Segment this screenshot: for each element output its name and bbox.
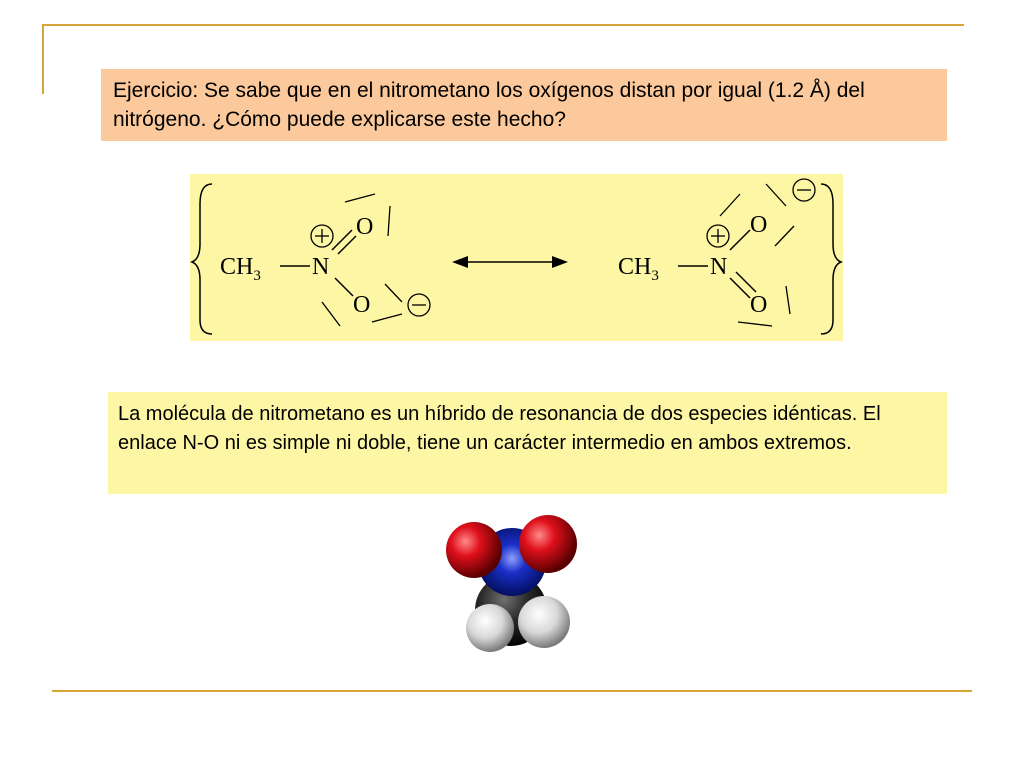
- negative-charge-icon-1: [408, 294, 430, 316]
- bottom-decorative-line: [52, 690, 972, 692]
- explanation-box: [108, 392, 947, 494]
- lone-pair-2e: [786, 286, 790, 314]
- resonance-structure-2: [618, 179, 815, 326]
- negative-charge-icon-2: [793, 179, 815, 201]
- left-brace: [192, 184, 212, 334]
- oxygen-lower-2: O: [750, 292, 768, 318]
- hydrogen-atom-right: [518, 596, 570, 648]
- lone-pair-2b: [766, 184, 786, 206]
- nitrogen-atom-1: N: [312, 254, 330, 280]
- hydrogen-atom-left: [466, 604, 514, 652]
- n-o-double-bond-1b: [338, 236, 356, 254]
- lone-pair-1a: [345, 194, 375, 202]
- right-brace: [821, 184, 841, 334]
- exercise-question-text: Ejercicio: Se sabe que en el nitrometano los oxígenos distan por igual (1.2 Å) del nitrógeno. ¿Cómo puede explicarse este hecho?: [113, 79, 865, 131]
- lone-pair-1d: [372, 314, 402, 322]
- positive-charge-icon-2: [707, 225, 729, 247]
- lone-pair-2c: [775, 226, 794, 246]
- oxygen-atom-left: [446, 522, 502, 578]
- oxygen-upper-2: O: [750, 212, 768, 238]
- methyl-group-1: $CH_3$: [220, 254, 261, 284]
- resonance-structure-1: [220, 194, 430, 326]
- n-o-double-bond-2b: [736, 272, 756, 292]
- positive-charge-icon-1: [311, 225, 333, 247]
- lone-pair-1c: [322, 302, 340, 326]
- explanation-text: La molécula de nitrometano es un híbrido de resonancia de dos especies idénticas. El enlace N-O ni es simple ni doble, tiene un carácter intermedio en ambos extremos.: [118, 403, 881, 454]
- exercise-question-box: [101, 69, 947, 141]
- resonance-structures-diagram: [190, 174, 843, 341]
- n-o-single-bond-2: [730, 230, 750, 250]
- lone-pair-1e: [385, 284, 402, 302]
- lone-pair-1b: [388, 206, 390, 236]
- space-filling-model-image: [408, 510, 616, 675]
- oxygen-upper-1: O: [356, 214, 374, 240]
- resonance-structures-svg: [190, 174, 843, 341]
- lone-pair-2a: [720, 194, 740, 216]
- n-o-single-bond-1: [335, 278, 353, 296]
- nitrogen-atom-2: N: [710, 254, 728, 280]
- methyl-group-2: $CH_3$: [618, 254, 659, 284]
- oxygen-atom-right: [519, 515, 577, 573]
- left-decorative-line: [42, 24, 44, 94]
- lone-pair-2d: [738, 322, 772, 326]
- n-o-double-bond-1a: [332, 230, 352, 250]
- resonance-arrow-icon: [452, 256, 568, 268]
- n-o-double-bond-2a: [730, 278, 750, 298]
- nitromethane-space-filling-svg: [408, 510, 616, 675]
- oxygen-lower-1: O: [353, 292, 371, 318]
- top-decorative-line: [42, 24, 964, 26]
